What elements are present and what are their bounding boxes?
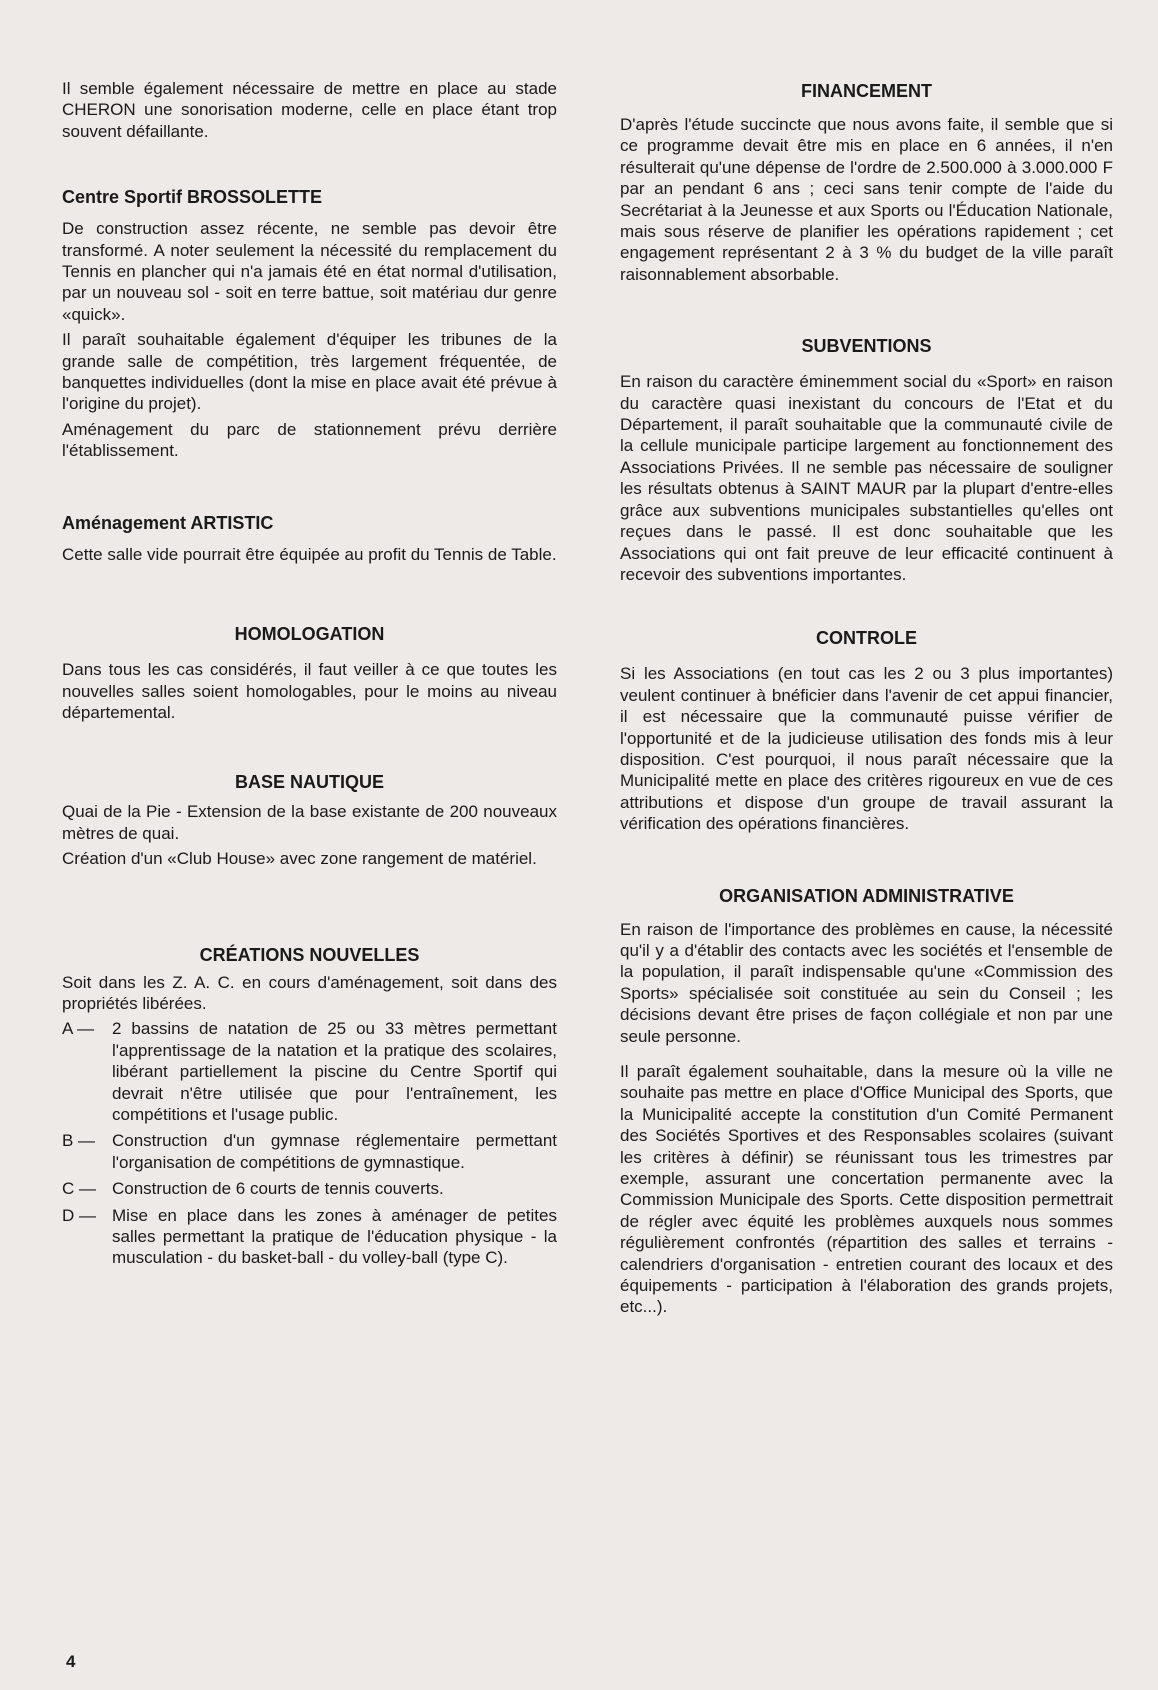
item-letter: D — [62,1205,96,1225]
base-nautique-paragraph-1: Quai de la Pie - Extension de la base existante de 200 nouveaux mètres de quai. [62,802,557,843]
brossolette-paragraph-3: Aménagement du parc de stationnement prévu derrière l'établissement. [62,419,557,461]
homologation-heading: HOMOLOGATION [234,624,385,645]
page-number: 4 [66,1652,76,1671]
organisation-paragraph-1: En raison de l'importance des problèmes en cause, la nécessité qu'il y a d'établir des contacts avec les sociétés et l'ensemble de la population, il paraît indispensable qu'une «Commission des Sports» spécialisée soit constituée au sein du Conseil ; les décisions devant être prises de façon collégiale et non par une seule personne. [620,919,1113,1046]
creations-item [62,1178,557,1199]
base-nautique-paragraph-2: Création d'un «Club House» avec zone rangement de matériel. [62,849,537,869]
base-nautique-heading: BASE NAUTIQUE [234,772,384,793]
brossolette-paragraph-1: De construction assez récente, ne semble pas devoir être transformé. A noter seulement la nécessité du remplacement du Tennis en plancher qui n'a jamais été en état normal d'utilisation, par un nouveau sol - soit en terre battue, soit matériau dur genre «quick». [62,219,557,324]
brossolette-paragraph-2: Il paraît souhaitable également d'équiper les tribunes de la grande salle de compétition, très largement fréquentée, de banquettes individuelles (dont la mise en place avait été prévue à l'origine du projet). [62,330,557,414]
artistic-paragraph: Cette salle vide pourrait être équipée au profit du Tennis de Table. [62,544,557,564]
controle-heading: CONTROLE [816,628,917,649]
financement-heading: FINANCEMENT [801,81,932,101]
creations-item [62,1205,557,1269]
financement-paragraph: D'après l'étude succincte que nous avons faite, il semble que si ce programme devait être mis en place en 6 années, il n'en résulterait qu'une dépense de l'ordre de 2.500.000 à 3.000.000 F par an pendant 6 ans ; ceci sans tenir compte de l'aide du Secrétariat à la Jeunesse et aux Sports ou l'Éducation Nationale, mais sous réserve de planifier les opérations rapidement ; cet engagement représentant 2 à 3 % du budget de la ville paraît raisonnablement absorbable. [620,115,1113,284]
organisation-paragraph-2: Il paraît également souhaitable, dans la mesure où la ville ne souhaite pas mettre en place d'Office Municipal des Sports, que la Municipalité accepte la constitution d'un Comité Permanent des Sociétés Sportives et des Responsables scolaires (suivant les critères à définir) se réunissant tous les trimestres par exemple, assurant une concertation permanente avec la Commission Municipale des Sports. Cette disposition permettrait de régler avec équité les problèmes auxquels nous sommes régulièrement confrontés (répartition des salles et terrains - calendriers d'organisation - entretien courant des locaux et des équipements - participation à l'élaboration des grands projets, etc...). [620,1062,1113,1317]
item-letter: A — [62,1019,95,1039]
item-text: Construction de 6 courts de tennis couverts. [112,1179,444,1199]
homologation-paragraph: Dans tous les cas considérés, il faut veiller à ce que toutes les nouvelles salles soient homologables, pour le moins au niveau départemental. [62,660,557,722]
item-letter: C — [62,1179,96,1199]
creations-heading: CRÉATIONS NOUVELLES [199,944,420,965]
right-column [620,80,1113,1322]
subventions-heading: SUBVENTIONS [801,336,932,357]
brossolette-heading: Centre Sportif BROSSOLETTE [62,187,323,208]
item-text: Construction d'un gymnase réglementaire permettant l'organisation de compétitions de gymnastique. [112,1131,557,1172]
intro-paragraph: Il semble également nécessaire de mettre en place au stade CHERON une sonorisation moderne, celle en place étant trop souvent défaillante. [62,79,557,141]
creations-item [62,1130,557,1173]
controle-paragraph: Si les Associations (en tout cas les 2 ou 3 plus importantes) veulent continuer à bnéficier dans l'avenir de cet appui financier, il est nécessaire que la communauté puisse vérifier de l'opportunité et de la judicieuse utilisation des fonds mis à leur disposition. C'est pourquoi, il nous paraît nécessaire que la Municipalité mette en place des critères rigoureux en vue de ces attributions et dispose d'un groupe de travail assurant la vérification des opérations financières. [620,664,1113,834]
creations-item [62,1018,557,1125]
organisation-heading: ORGANISATION ADMINISTRATIVE [719,885,1014,906]
item-letter: B — [62,1131,96,1151]
item-text: Mise en place dans les zones à aménager de petites salles permettant la pratique de l'éducation physique - la musculation - du basket-ball - du volley-ball (type C). [112,1205,557,1268]
item-text: 2 bassins de natation de 25 ou 33 mètres permettant l'apprentissage de la natation et la pratique des scolaires, libérant partiellement la piscine du Centre Sportif qui devrait n'être utilisée que pour l'entraînement, les compétitions et l'usage public. [112,1019,557,1124]
left-column [62,78,557,1274]
creations-intro: Soit dans les Z. A. C. en cours d'aménagement, soit dans des propriétés libérées. [62,972,557,1013]
artistic-heading: Aménagement ARTISTIC [62,512,274,533]
subventions-paragraph: En raison du caractère éminemment social du «Sport» en raison du caractère quasi inexistant du concours de l'Etat et du Département, il paraît souhaitable que la communauté civile de la cellule municipale participe largement au fonctionnement des Associations Privées. Il ne semble pas nécessaire de souligner les résultats obtenus à SAINT MAUR par la plupart d'entre-elles grâce aux subventions municipales substantielles qu'elles ont reçues dans le passé. Il est donc souhaitable que les Associations qui ont fait preuve de leur efficacité continuent à recevoir des subventions importantes. [620,372,1113,584]
